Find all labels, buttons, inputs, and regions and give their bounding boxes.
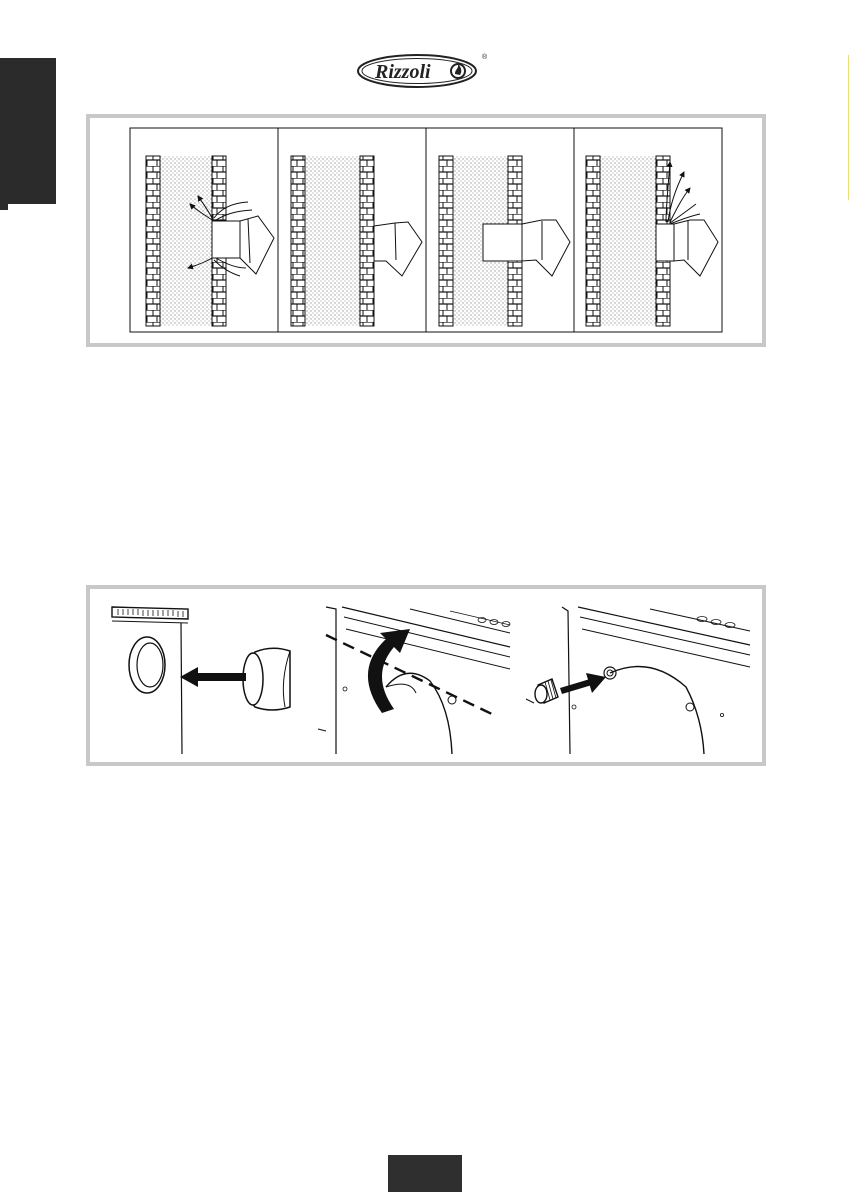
chimney-illustration: [90, 118, 762, 343]
outlet-step-fit-knob: [526, 607, 750, 754]
brand-name: Rizzoli: [375, 61, 431, 83]
chimney-panel-3: [426, 128, 574, 332]
edge-marker: [848, 55, 849, 200]
knob-icon: [535, 679, 558, 703]
outlet-step-rotate: [318, 607, 510, 754]
stove-outlet-illustration: [90, 589, 762, 762]
registered-mark: ®: [482, 54, 488, 61]
language-tab: [0, 58, 56, 204]
chimney-panel-1: [130, 128, 278, 332]
stove-outlet-figure-panel: [86, 585, 766, 766]
page-number-box: [388, 1155, 462, 1192]
chimney-figure-panel: [86, 114, 766, 347]
flame-icon: [451, 64, 465, 78]
tab-marker: [0, 204, 8, 210]
chimney-panel-2: [278, 128, 426, 332]
chimney-panel-4: [574, 128, 722, 332]
brand-logo: [355, 50, 490, 90]
remove-arrow-icon: [180, 667, 246, 687]
insert-arrow-icon: [560, 673, 606, 694]
